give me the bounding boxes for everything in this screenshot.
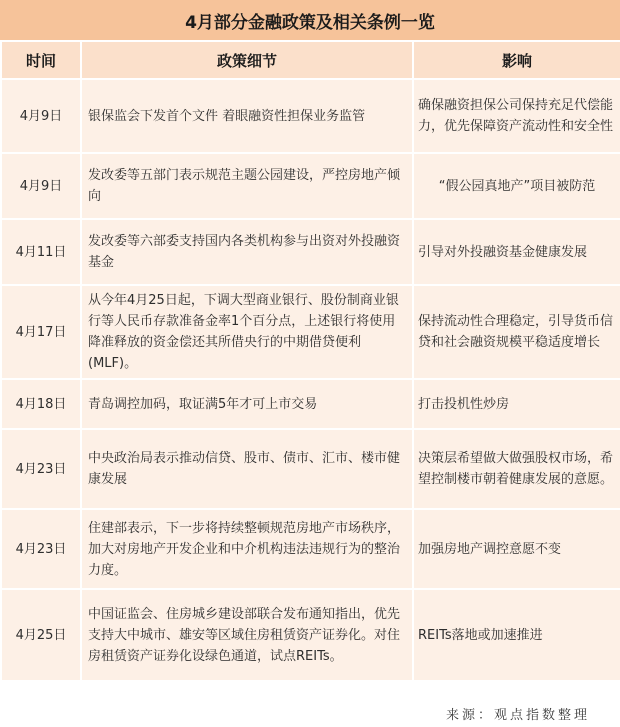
policy-table [0, 40, 620, 682]
table-title: 4月部分金融政策及相关条例一览 [0, 0, 620, 42]
row-date: 4月23日 [1, 509, 81, 589]
row-date: 4月17日 [1, 285, 81, 379]
table-row [1, 429, 620, 509]
table-row [1, 219, 620, 285]
table-row [1, 509, 620, 589]
row-impact: 引导对外投融资基金健康发展 [413, 219, 620, 285]
row-policy: 中国证监会、住房城乡建设部联合发布通知指出，优先支持大中城市、雄安等区域住房租赁资产证券化。对住房租赁资产证券化设绿色通道，试点REITs。 [81, 589, 413, 681]
row-impact: 加强房地产调控意愿不变 [413, 509, 620, 589]
table-row [1, 379, 620, 429]
row-policy: 中央政治局表示推动信贷、股市、债市、汇市、楼市健康发展 [81, 429, 413, 509]
row-impact: 决策层希望做大做强股权市场，希望控制楼市朝着健康发展的意愿。 [413, 429, 620, 509]
row-date: 4月9日 [1, 153, 81, 219]
table-row [1, 589, 620, 681]
header-policy: 政策细节 [81, 41, 413, 79]
row-date: 4月9日 [1, 79, 81, 153]
row-date: 4月11日 [1, 219, 81, 285]
row-date: 4月23日 [1, 429, 81, 509]
row-policy: 从今年4月25日起，下调大型商业银行、股份制商业银行等人民币存款准备金率1个百分点，上述银行将使用降准释放的资金偿还其所借央行的中期借贷便利(MLF)。 [81, 285, 413, 379]
source-note: 来源：观点指数整理 [445, 708, 590, 723]
row-impact: “假公园真地产”项目被防范 [413, 153, 620, 219]
table-row [1, 153, 620, 219]
row-policy: 发改委等六部委支持国内各类机构参与出资对外投融资基金 [81, 219, 413, 285]
row-date: 4月18日 [1, 379, 81, 429]
row-policy: 银保监会下发首个文件 着眼融资性担保业务监管 [81, 79, 413, 153]
header-impact: 影响 [413, 41, 620, 79]
row-policy: 青岛调控加码，取证满5年才可上市交易 [81, 379, 413, 429]
header-row [1, 41, 620, 79]
row-impact: 保持流动性合理稳定，引导货币信贷和社会融资规模平稳适度增长 [413, 285, 620, 379]
row-impact: 确保融资担保公司保持充足代偿能力，优先保障资产流动性和安全性 [413, 79, 620, 153]
table-row [1, 79, 620, 153]
header-time: 时间 [1, 41, 81, 79]
row-impact: REITs落地或加速推进 [413, 589, 620, 681]
row-policy: 住建部表示，下一步将持续整顿规范房地产市场秩序，加大对房地产开发企业和中介机构违法违规行为的整治力度。 [81, 509, 413, 589]
row-date: 4月25日 [1, 589, 81, 681]
row-impact: 打击投机性炒房 [413, 379, 620, 429]
table-row [1, 285, 620, 379]
row-policy: 发改委等五部门表示规范主题公园建设，严控房地产倾向 [81, 153, 413, 219]
